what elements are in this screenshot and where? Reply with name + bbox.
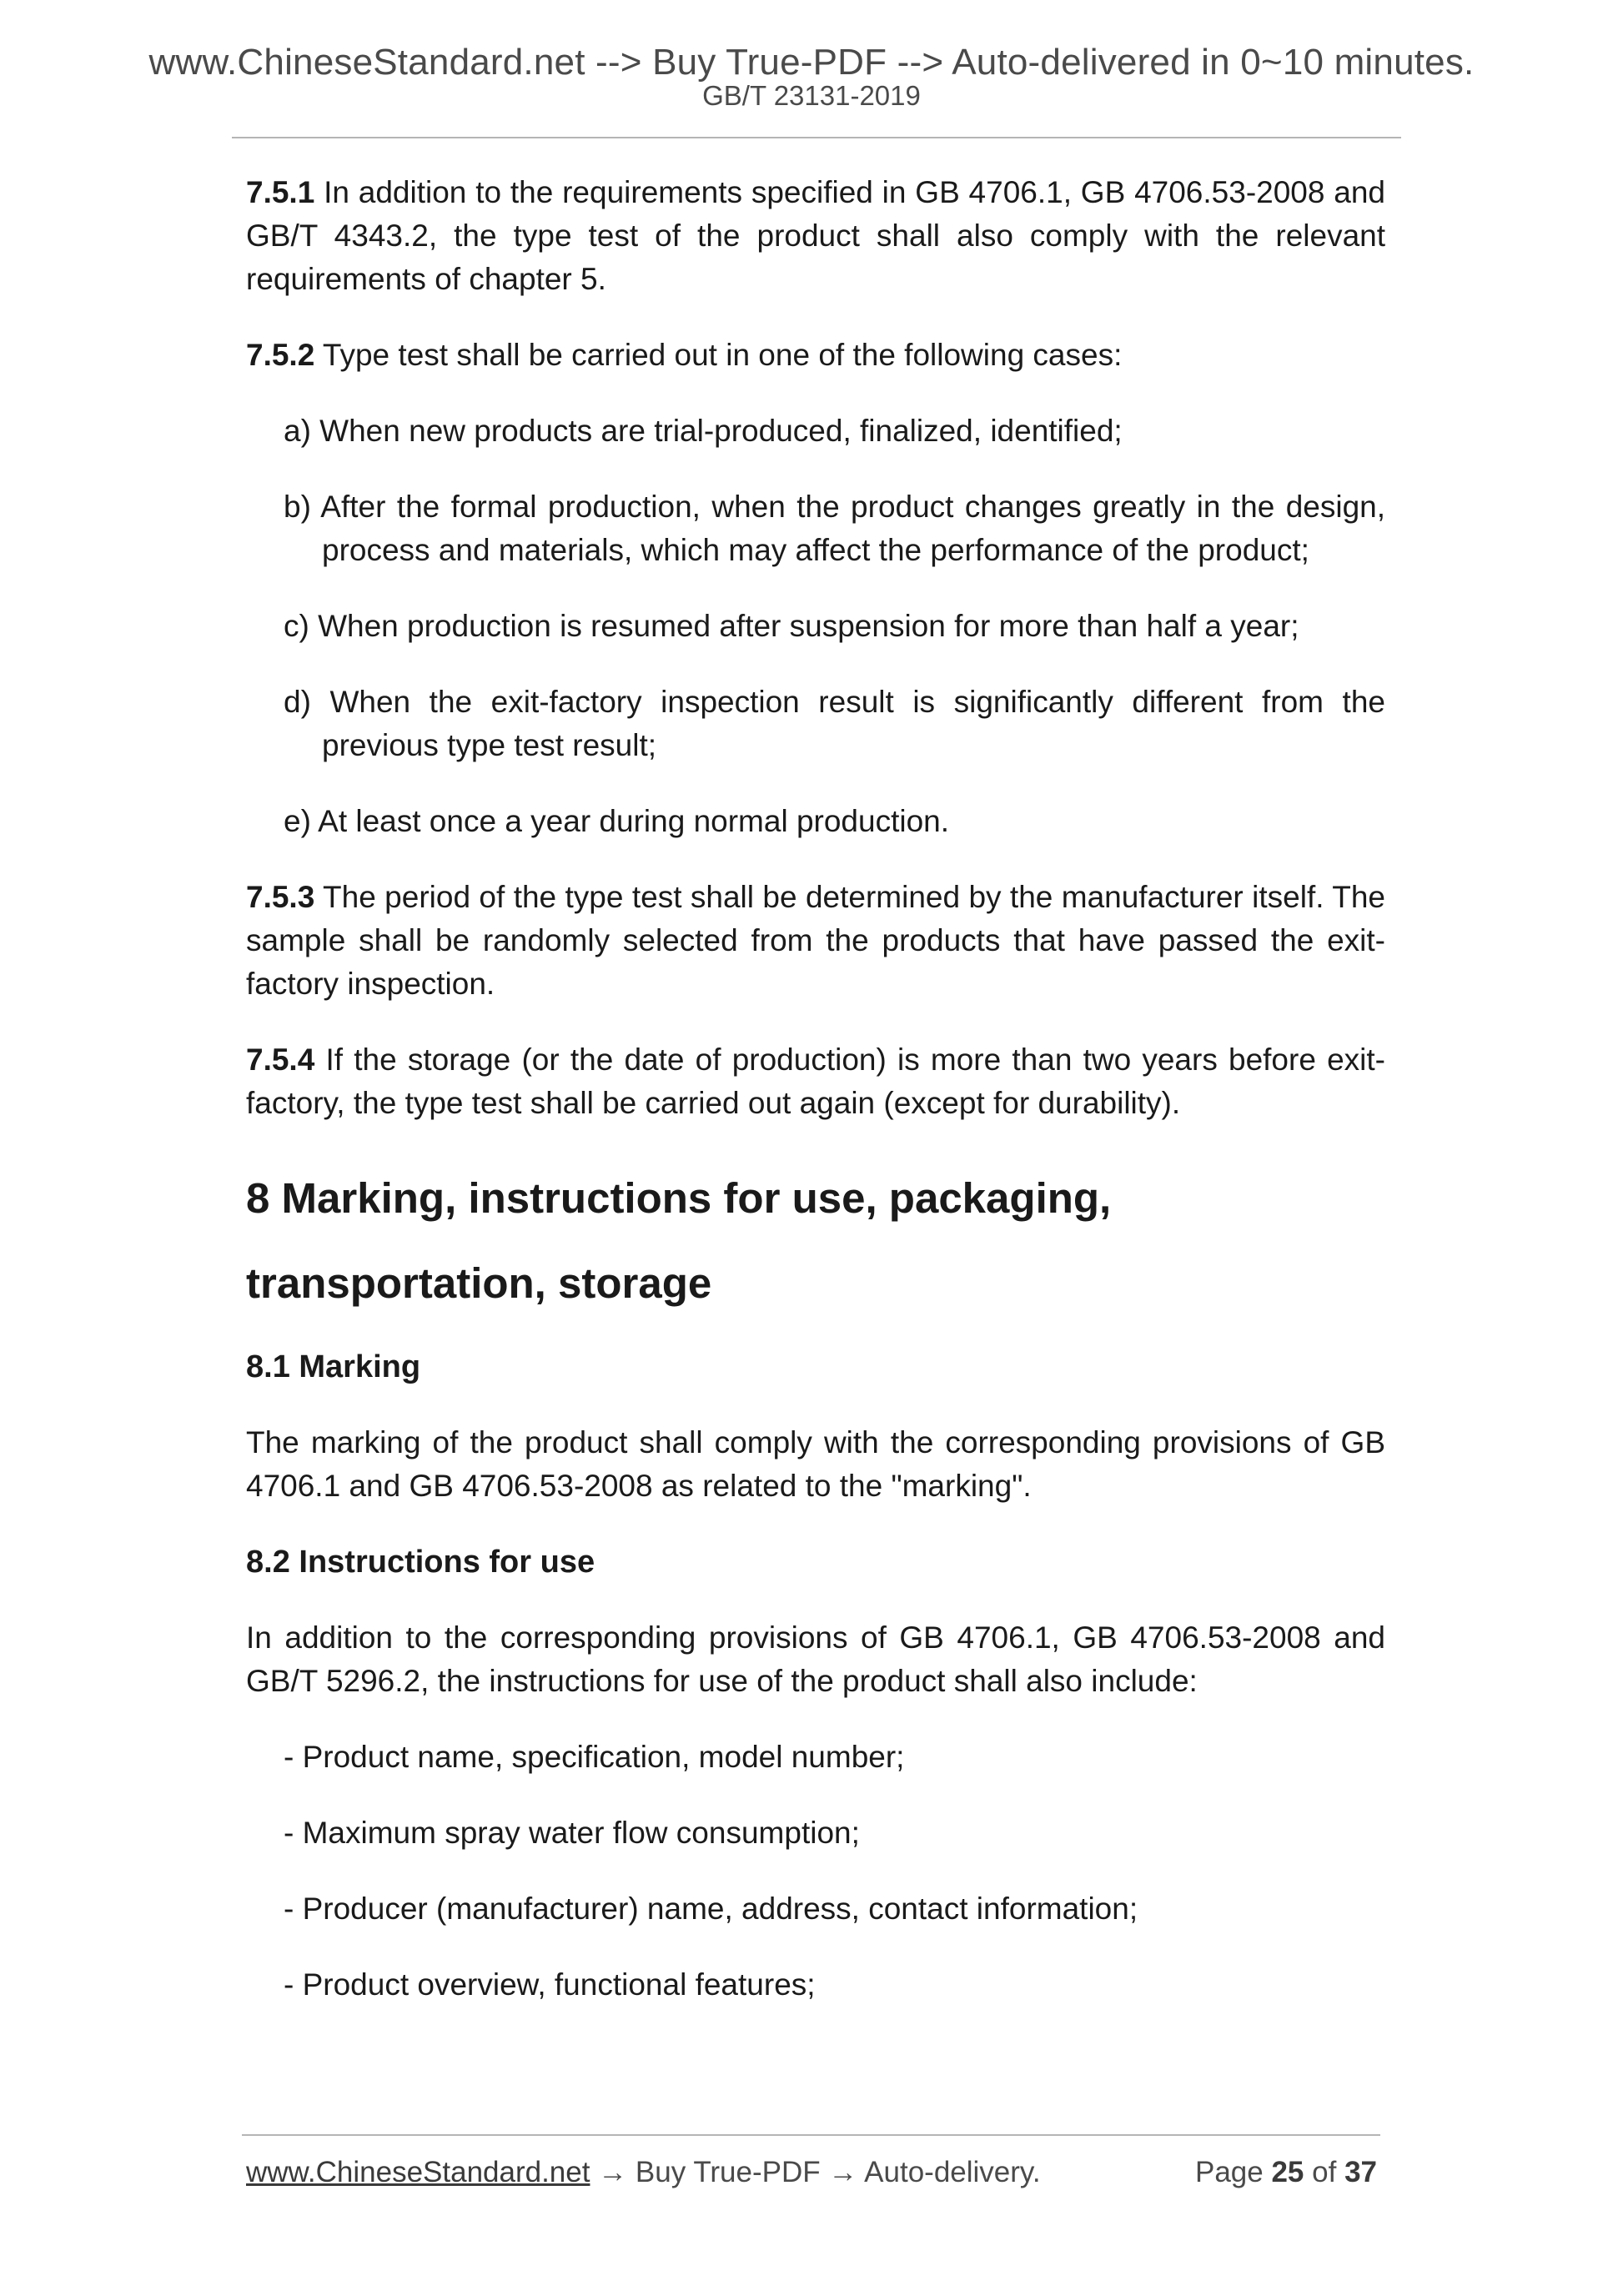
list-item: c) When production is resumed after suspension for more than half a year; <box>284 609 1299 643</box>
clause-7-5-3 <box>246 876 1385 1006</box>
clause-text: If the storage (or the date of production) is more than two years before exit-factory, the type test shall be carried out again (except for durability). <box>246 1042 1385 1120</box>
section-8-1-heading: 8.1 Marking <box>246 1349 421 1384</box>
clause-number: 7.5.4 <box>246 1042 315 1077</box>
list-item: b) After the formal production, when the product changes greatly in the design, process and materials, which may affect the performance of the product; <box>284 490 1385 567</box>
clause-7-5-4 <box>246 1038 1385 1125</box>
footer-divider <box>242 2134 1380 2136</box>
clause-number: 7.5.1 <box>246 175 315 209</box>
section-8-2-text: In addition to the corresponding provisions of GB 4706.1, GB 4706.53-2008 and GB/T 5296.2, the instructions for use of the product shall also include: <box>246 1620 1385 1698</box>
clause-7-5-1 <box>246 171 1385 301</box>
standard-number: GB/T 23131-2019 <box>702 80 921 111</box>
list-item: e) At least once a year during normal production. <box>284 804 950 838</box>
clause-7-5-2 <box>246 334 1385 377</box>
chapter-8-heading-continued: transportation, storage <box>246 1259 712 1307</box>
document-body <box>246 171 1385 2039</box>
page-label: Page <box>1194 2156 1264 2188</box>
list-item: - Product name, specification, model number; <box>284 1740 905 1774</box>
chapter-8-heading: 8 Marking, instructions for use, packaging, <box>246 1174 1112 1222</box>
clause-text: The period of the type test shall be determined by the manufacturer itself. The sample shall be randomly selected from the products that have passed the exit-factory inspection. <box>246 880 1385 1001</box>
page-indicator <box>1195 2156 1377 2189</box>
clause-text: Type test shall be carried out in one of the following cases: <box>322 338 1123 372</box>
footer-promo-text: → Buy True-PDF → Auto-delivery. <box>590 2156 1041 2188</box>
header-divider <box>232 137 1401 138</box>
clause-number: 7.5.2 <box>246 338 315 372</box>
clause-number: 7.5.3 <box>246 880 315 914</box>
list-item: - Maximum spray water flow consumption; <box>284 1816 860 1850</box>
clause-text: In addition to the requirements specified in GB 4706.1, GB 4706.53-2008 and GB/T 4343.2, the type test of the product shall also comply with the relevant requirements of chapter 5. <box>246 175 1385 296</box>
list-item: d) When the exit-factory inspection result is significantly different from the previous type test result; <box>284 685 1385 762</box>
footer-site-link[interactable]: www.ChineseStandard.net <box>246 2156 590 2188</box>
list-item: - Producer (manufacturer) name, address, contact information; <box>284 1892 1138 1926</box>
current-page: 25 <box>1271 2156 1304 2188</box>
section-8-1-text: The marking of the product shall comply with the corresponding provisions of GB 4706.1 and GB 4706.53-2008 as related to the "marking". <box>246 1425 1385 1503</box>
total-pages: 37 <box>1344 2156 1377 2188</box>
list-item: - Product overview, functional features; <box>284 1967 816 2002</box>
section-8-2-heading: 8.2 Instructions for use <box>246 1545 595 1580</box>
of-label: of <box>1312 2156 1337 2188</box>
site-banner: www.ChineseStandard.net --> Buy True-PDF --> Auto-delivered in 0~10 minutes. <box>148 42 1475 83</box>
list-item: a) When new products are trial-produced, finalized, identified; <box>284 414 1123 448</box>
footer-promo <box>246 2156 1041 2189</box>
